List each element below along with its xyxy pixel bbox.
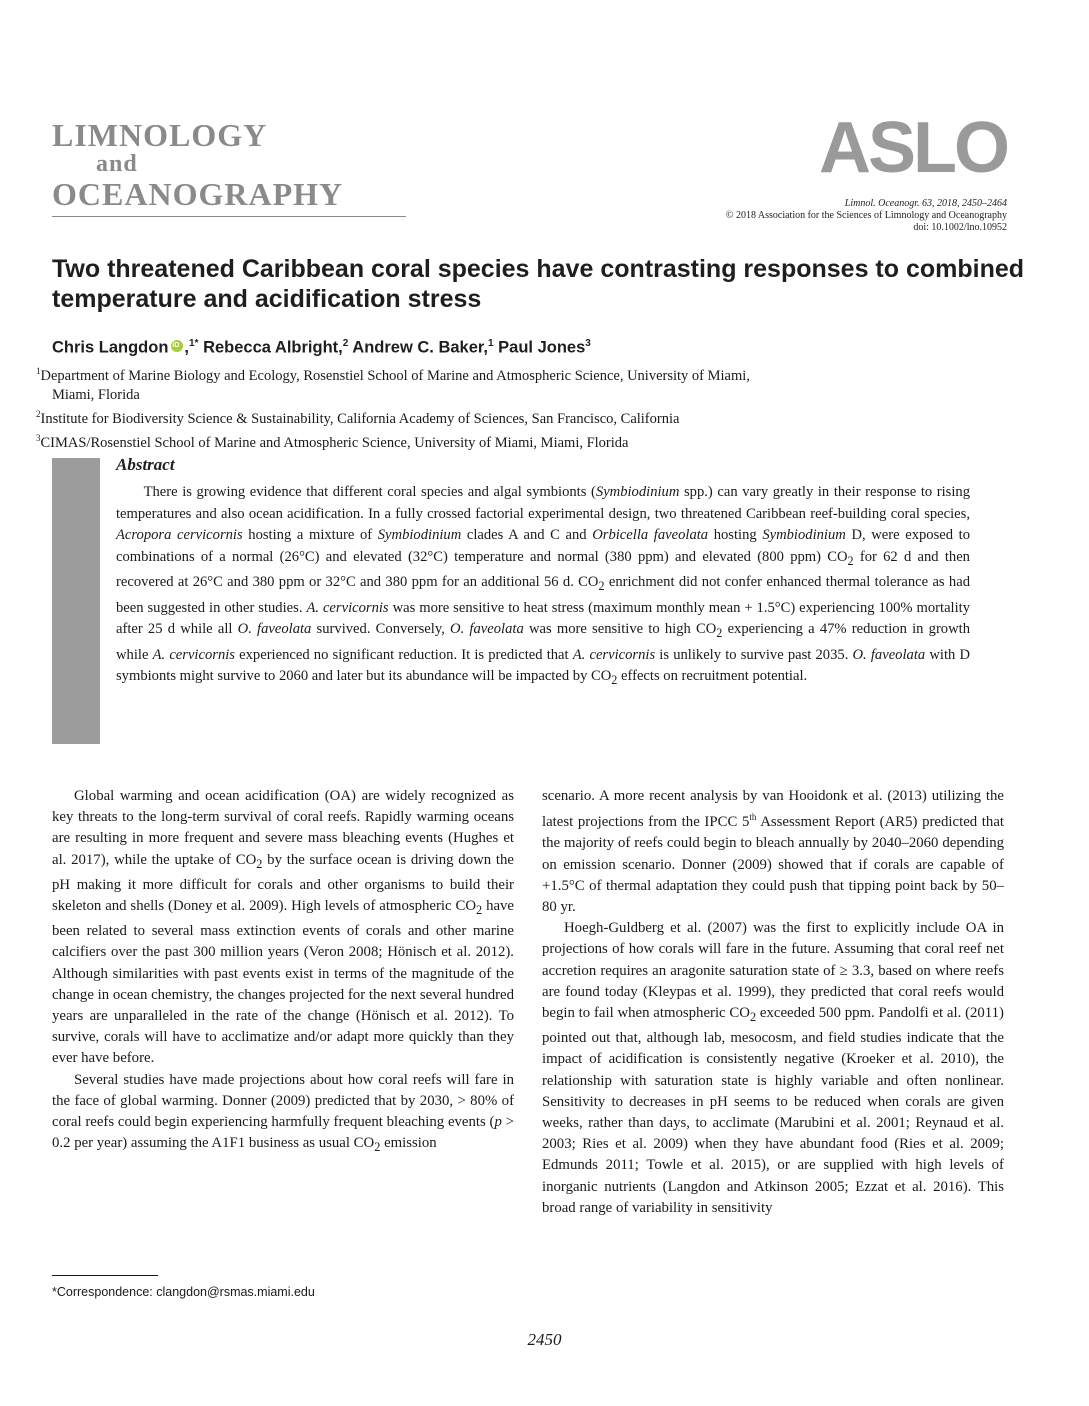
correspondence-footnote: *Correspondence: clangdon@rsmas.miami.edu [52,1285,315,1299]
journal-name-line2: and [96,151,138,177]
author-affiliation-mark: 3 [585,338,591,349]
journal-name-line3: OCEANOGRAPHY [52,176,344,212]
orcid-icon[interactable] [171,340,183,352]
doi-line: doi: 10.1002/lno.10952 [913,222,1007,233]
affiliations [36,362,1046,452]
footnote-rule [52,1275,158,1276]
author-affiliation-mark: 1 [488,338,494,349]
affiliation-number: 2 [36,408,41,419]
journal-citation: Limnol. Oceanogr. 63, 2018, 2450–2464 [844,198,1007,209]
body-paragraph: Hoegh-Guldberg et al. (2007) was the first to explicitly include OA in projections of how corals will fare in the future. Assuming that coral reef net accretion requires an aragonite saturation state of ≥ 3.3, based on where reefs are found today (Kleypas et al. 1999), they predicted that coral reefs would begin to fail when atmospheric $CO_2$ exceeded 500 ppm. Pandolfi et al. (2011) pointed out that, although lab, mesocosm, and field studies indicate that the impact of acidification is consistently negative (Kroeker et al. 2010), the relationship with saturation state is highly variable and often nonlinear. Sensitivity to decreases in pH seems to be reduced when corals are given weeks, rather than days, to acclimate (Marubini et al. 2001; Reynaud et al. 2003; Ries et al. 2009) when they have abundant food (Ries et al. 2009; Edmunds 2011; Towle et al. 2015), or are supplied with high levels of inorganic nutrients (Langdon and Atkinson 2005; Ezzat et al. 2016). This broad range of variability in sensitivity [542,920,1004,1216]
affiliation-item [36,405,1046,429]
body-paragraph: scenario. A more recent analysis by van Hooidonk et al. (2013) utilizing the latest projections from the IPCC 5th Assessment Report (AR5) predicted that the majority of reefs could begin to bleach annually by 2040–2060 depending on emission scenario. Donner (2009) showed that if corals are capable of +1.5°C of thermal adaptation they could push that tipping point back by 50–80 yr. [542,788,1004,915]
body-paragraph: Global warming and ocean acidification (OA) are widely recognized as key threats to the long-term survival of coral reefs. Rapidly warming oceans are resulting in more frequent and severe mass bleaching events (Hughes et al. 2017), while the uptake of $CO_2$ by the surface ocean is driving down the pH making it more difficult for corals and other organisms to build their skeleton and shells (Doney et al. 2009). High levels of atmospheric $CO_2$ have been related to several mass extinction events of corals and other marine calcifiers over the past 300 million years (Veron 2008; Hönisch et al. 2012). Although similarities with past events exist in terms of the magnitude of the change in ocean chemistry, the changes projected for the next several hundred years are unparalleled in the rate of the change (Hönisch et al. 2012). To survive, corals will have to acclimatize and/or adapt more quickly than they ever have before. [52,788,514,1067]
affiliation-text: Institute for Biodiversity Science & Sustainability, California Academy of Sciences, San Francisco, California [40,410,680,427]
affiliation-number: 3 [36,432,41,443]
author-name: Andrew C. Baker, [352,338,488,357]
body-column-left [52,786,514,1158]
citation-block [726,198,1007,234]
journal-name-line1: LIMNOLOGY [52,117,268,153]
affiliation-text: CIMAS/Rosenstiel School of Marine and Atmospheric Science, University of Miami, Miami, Florida [40,434,629,451]
abstract-text: There is growing evidence that different coral species and algal symbionts (Symbiodinium spp.) can vary greatly in their response to rising temperatures and also ocean acidification. In a fully crossed factorial experimental design, two threatened Caribbean reef-building coral species, Acropora cervicornis hosting a mixture of Symbiodinium clades A and C and Orbicella faveolata hosting Symbiodinium D, were exposed to combinations of a normal (26°C) and elevated (32°C) temperature and normal (380 ppm) and elevated (800 ppm) $CO_2$ for 62 d and then recovered at 26°C and 380 ppm or 32°C and 380 ppm for an additional 56 d. $CO_2$ enrichment did not confer enhanced thermal tolerance as had been suggested in other studies. A. cervicornis was more sensitive to heat stress (maximum monthly mean + 1.5°C) experiencing 100% mortality after 25 d while all O. faveolata survived. Conversely, O. faveolata was more sensitive to high $CO_2$ experiencing a 47% reduction in growth while A. cervicornis experienced no significant reduction. It is predicted that A. cervicornis is unlikely to survive past 2035. O. faveolata with D symbionts might survive to 2060 and later but its abundance will be impacted by $CO_2$ effects on recruitment potential. [116,484,971,688]
author-name: Chris Langdon [52,338,169,357]
affiliation-item [36,362,1046,386]
abstract-heading: Abstract [116,455,175,474]
author-name: Rebecca Albright, [203,338,343,357]
affiliation-item [36,429,1046,453]
affiliation-item-continued [36,386,1046,405]
article-title: Two threatened Caribbean coral species have contrasting responses to combined temperature and acidification stress [52,255,1025,313]
copyright-line: © 2018 Association for the Sciences of Limnology and Oceanography [725,210,1007,221]
author-affiliation-mark: 2 [342,338,349,349]
page-number: 2450 [527,1330,562,1349]
body-paragraph: Several studies have made projections about how coral reefs will fare in the face of global warming. Donner (2009) predicted that by 2030, > 80% of coral reefs could begin experiencing harmfully frequent bleaching events (p > 0.2 per year) assuming the A1F1 business as usual $CO_2$ emission [52,1071,515,1155]
author-affiliation-mark: 1* [189,338,199,349]
affiliation-number: 1 [36,366,41,376]
author-name: Paul Jones [498,338,586,357]
author-list: Chris LangdoniD ,$^{1*}$ Rebecca Albright,$^2$ Andrew C. Baker,$^1$ Paul Jones$^3$ [52,338,591,358]
masthead-rule [52,216,406,217]
abstract-sidebar-bar [52,458,100,744]
affiliation-text: Miami, Florida [52,386,140,403]
journal-masthead [52,118,343,212]
body-column-right [542,786,1004,1219]
aslo-logo: ASLO [818,108,1007,188]
affiliation-text: Department of Marine Biology and Ecology, Rosenstiel School of Marine and Atmospheric Science, University of Miami, [40,367,750,384]
